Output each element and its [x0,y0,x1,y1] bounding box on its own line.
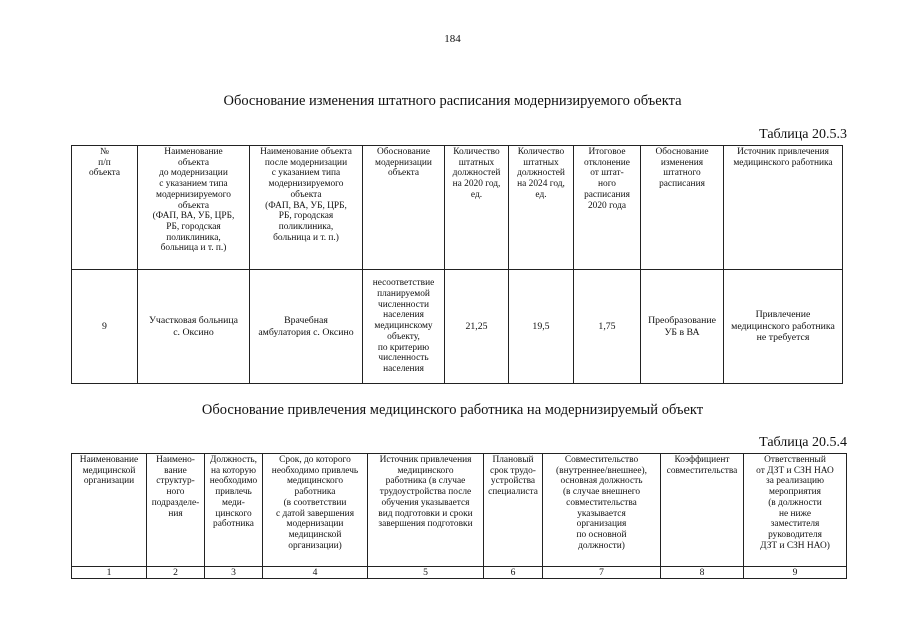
header-cell: Итоговое отклонение от штат- ного расписания 2020 года [574,146,641,270]
header-cell: Наимено- вание структур- ного подразделе- ния [147,454,205,567]
data-cell: Участковая больница с. Оксино [138,270,250,384]
column-number: 4 [263,567,368,579]
header-cell: Количество штатных должностей на 2020 год, ед. [445,146,509,270]
header-cell: Срок, до которого необходимо привлечь медицинского работника (в соответствии с датой завершения модернизации медицинской организации) [263,454,368,567]
header-cell: Источник привлечения медицинского работника (в случае трудоустройства после обучения указывается вид подготовки и сроки завершения подготовки [368,454,484,567]
staffing-justification-table [71,145,843,384]
page-number: 184 [444,33,461,45]
table-label-20-5-4: Таблица 20.5.4 [759,435,847,450]
data-cell: Преобразование УБ в ВА [641,270,724,384]
column-number-row [72,567,847,579]
header-cell: Наименование медицинской организации [72,454,147,567]
column-number: 9 [744,567,847,579]
data-cell: 1,75 [574,270,641,384]
recruitment-justification-table [71,453,847,579]
data-cell: 9 [72,270,138,384]
header-cell: Должность, на которую необходимо привлечь меди- цинского работника [205,454,263,567]
column-number: 1 [72,567,147,579]
header-cell: Ответственный от ДЗТ и СЗН НАО за реализацию мероприятия (в должности не ниже заместителя руководителя ДЗТ и СЗН НАО) [744,454,847,567]
table-header-row [72,454,847,567]
column-number: 8 [661,567,744,579]
data-cell: 19,5 [509,270,574,384]
table-header-row [72,146,843,270]
header-cell: Наименование объекта после модернизации с указанием типа модернизируемого объекта (ФАП, ВА, УБ, ЦРБ, РБ, городская поликлиника, больница и т. п.) [250,146,363,270]
column-number: 2 [147,567,205,579]
column-number: 5 [368,567,484,579]
header-cell: Наименование объекта до модернизации с указанием типа модернизируемого объекта (ФАП, ВА, УБ, ЦРБ, РБ, городская поликлиника, больница и т. п.) [138,146,250,270]
header-cell: № п/п объекта [72,146,138,270]
header-cell: Обоснование модернизации объекта [363,146,445,270]
table-row [72,270,843,384]
section1-title: Обоснование изменения штатного расписания модернизируемого объекта [223,93,682,109]
table-label-20-5-3: Таблица 20.5.3 [759,127,847,142]
header-cell: Обоснование изменения штатного расписания [641,146,724,270]
section2-title: Обоснование привлечения медицинского работника на модернизируемый объект [201,402,704,418]
column-number: 7 [543,567,661,579]
column-number: 6 [484,567,543,579]
header-cell: Коэффициент совместительства [661,454,744,567]
header-cell: Совместительство (внутреннее/внешнее), основная должность (в случае внешнего совместительства указывается организация по основной должности) [543,454,661,567]
data-cell: Привлечение медицинского работника не требуется [724,270,843,384]
header-cell: Количество штатных должностей на 2024 год, ед. [509,146,574,270]
column-number: 3 [205,567,263,579]
header-cell: Источник привлечения медицинского работника [724,146,843,270]
data-cell: Врачебная амбулатория с. Оксино [250,270,363,384]
header-cell: Плановый срок трудо- устройства специалиста [484,454,543,567]
data-cell: 21,25 [445,270,509,384]
data-cell: несоответствие планируемой численности населения медицинскому объекту, по критерию численность населения [363,270,445,384]
